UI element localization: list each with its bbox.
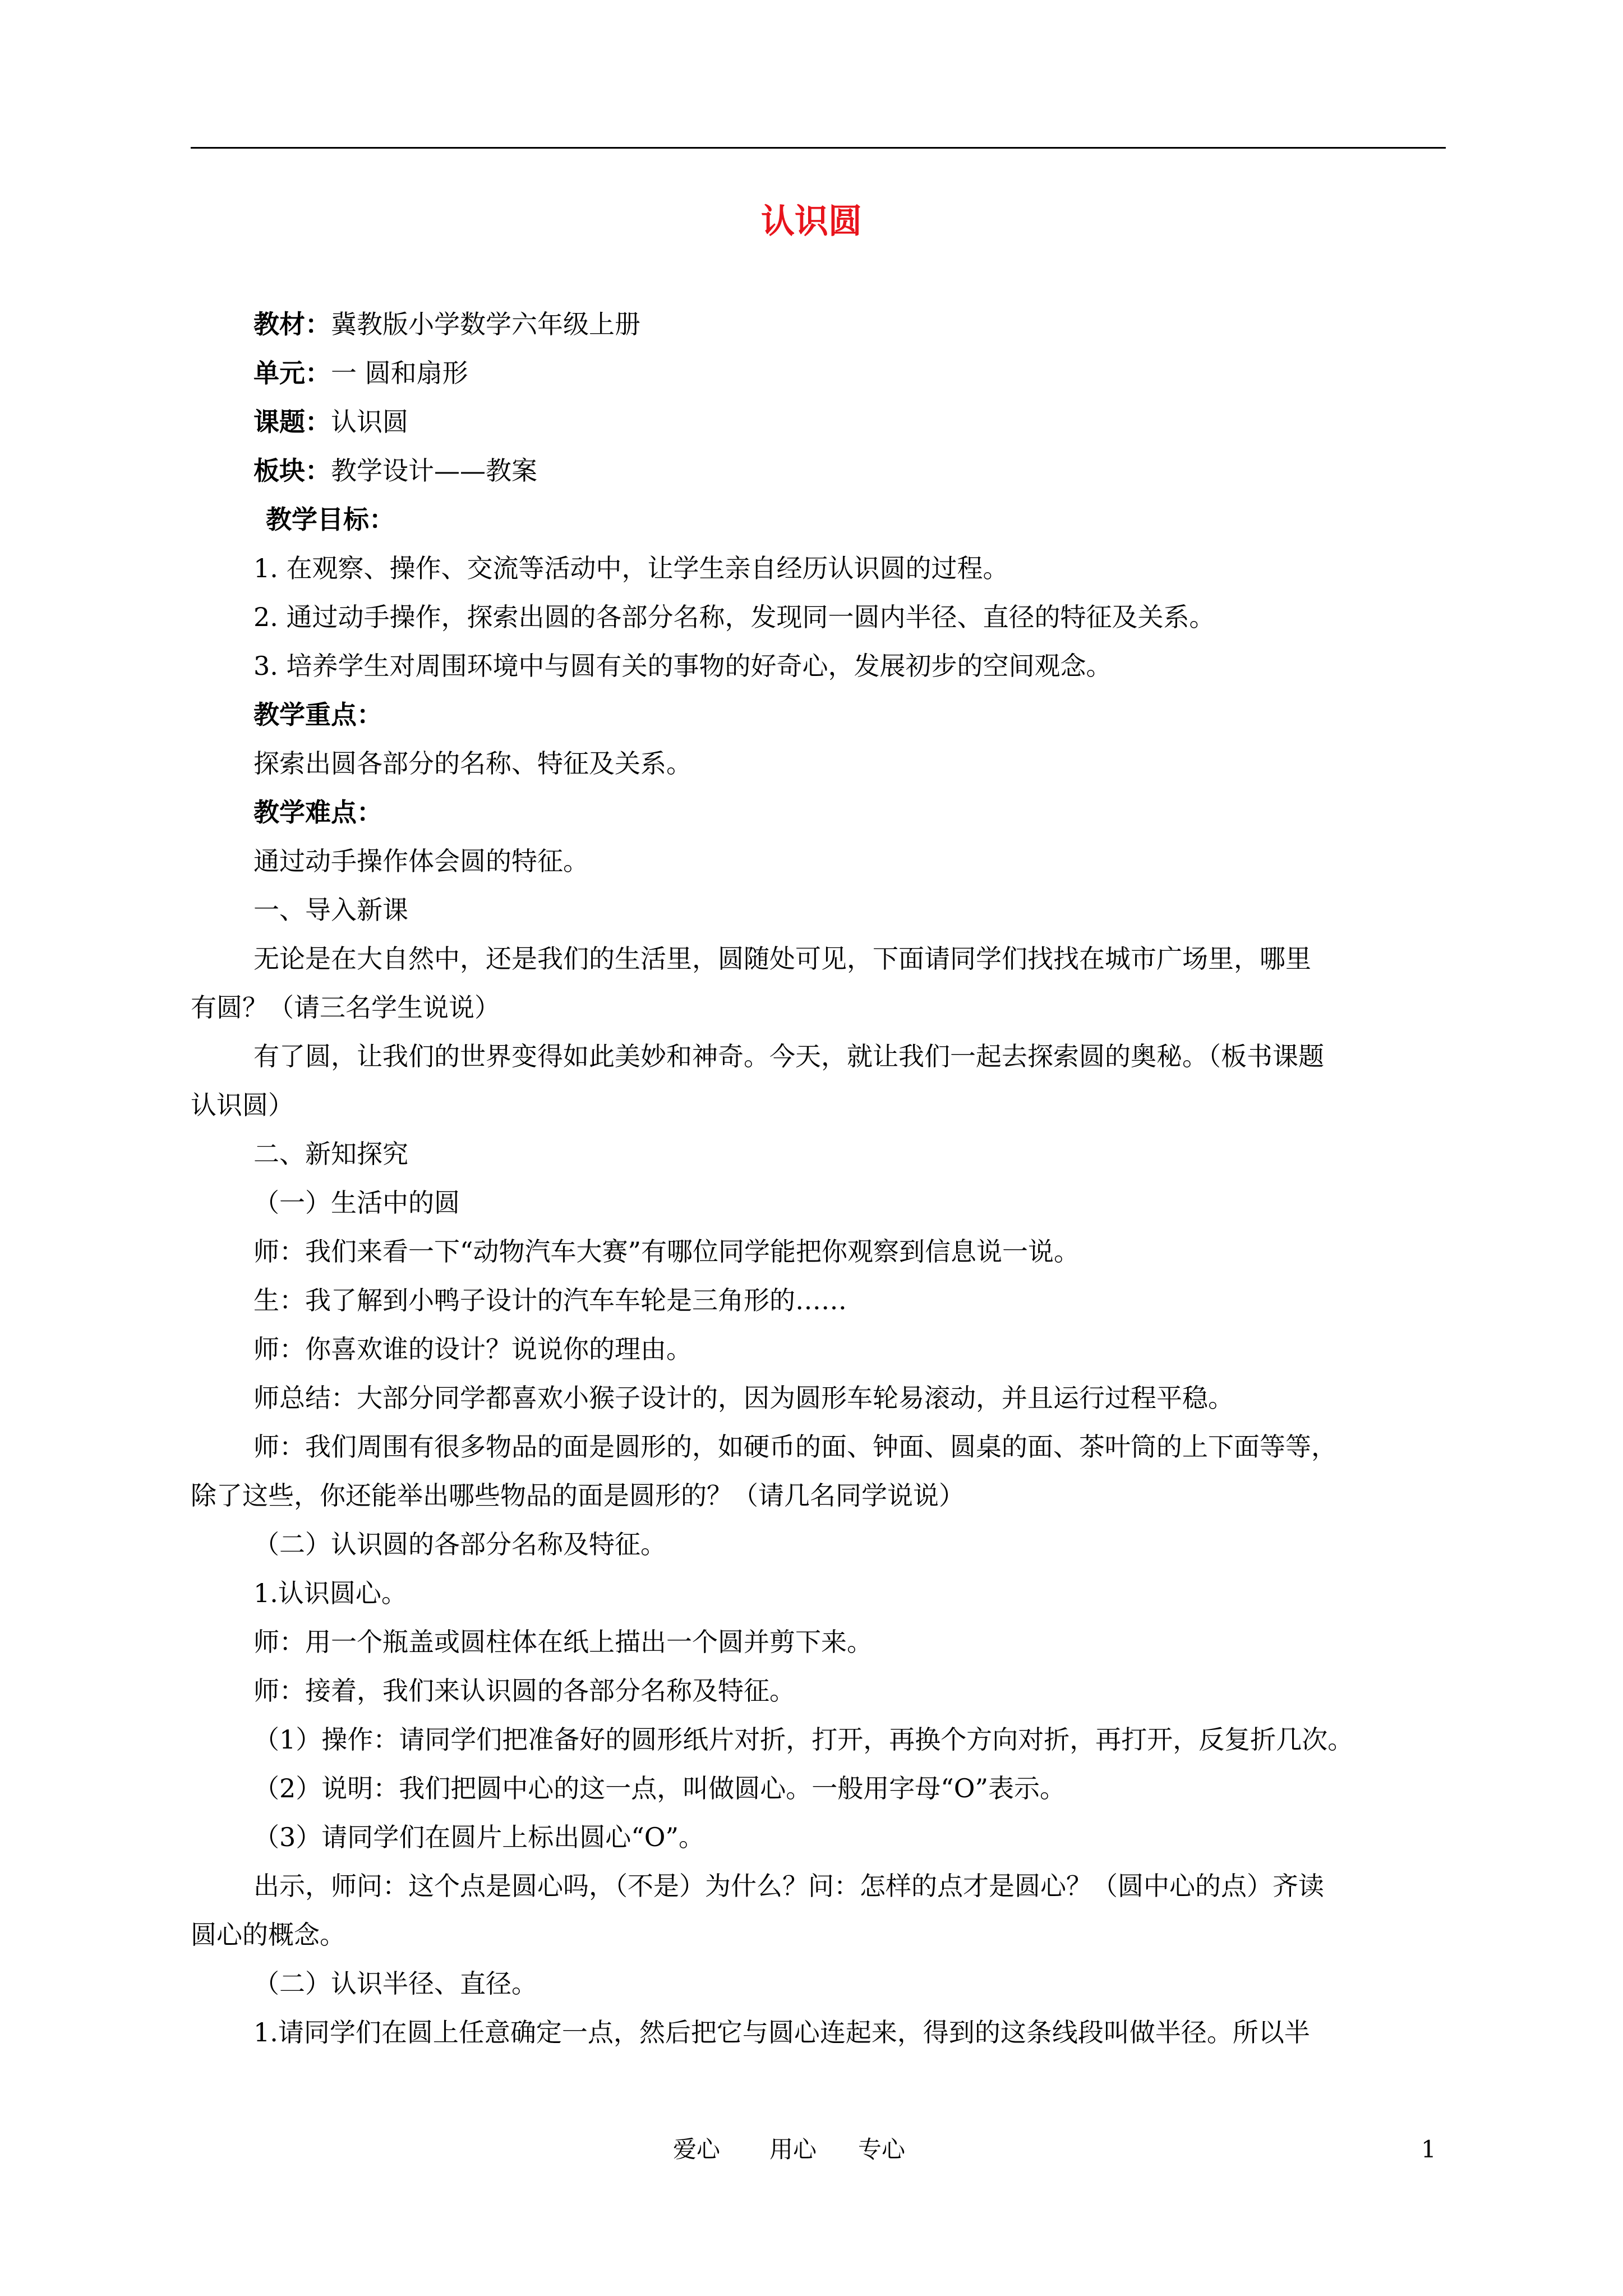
paragraph-line: 师：接着，我们来认识圆的各部分名称及特征。 [253, 1676, 795, 1706]
paragraph-line: 除了这些，你还能举出哪些物品的面是圆形的？（请几名同学说说） [191, 1480, 965, 1511]
meta-value: 一 圆和扇形 [331, 358, 468, 388]
key-point-heading: 教学重点： [253, 700, 382, 730]
meta-unit [253, 356, 468, 390]
meta-label: 教材： [253, 309, 331, 339]
objective-3: 3. 培养学生对周围环境中与圆有关的事物的好奇心，发展初步的空间观念。 [253, 651, 1112, 681]
paragraph-line: （3）请同学们在圆片上标出圆心“O”。 [253, 1822, 705, 1852]
meta-label: 板块： [253, 455, 331, 486]
meta-value: 教学设计——教案 [331, 455, 537, 486]
paragraph-line: 有圆？（请三名学生说说） [191, 992, 500, 1023]
page-number: 1 [1421, 2136, 1436, 2163]
meta-value: 认识圆 [331, 407, 408, 437]
objectives-heading: 教学目标： [266, 504, 395, 535]
paragraph-line: 师总结：大部分同学都喜欢小猴子设计的，因为圆形车轮易滚动，并且运行过程平稳。 [253, 1383, 1234, 1413]
paragraph-line: 师：你喜欢谁的设计？说说你的理由。 [253, 1334, 692, 1364]
meta-label: 单元： [253, 358, 331, 388]
page-title: 认识圆 [761, 202, 862, 241]
key-point: 探索出圆各部分的名称、特征及关系。 [253, 748, 692, 779]
paragraph-line: （2）说明：我们把圆中心的这一点，叫做圆心。一般用字母“O”表示。 [253, 1773, 1066, 1803]
section-heading-explore: 二、新知探究 [253, 1139, 408, 1169]
paragraph-line: 1.请同学们在圆上任意确定一点，然后把它与圆心连起来，得到的这条线段叫做半径。所以半 [253, 2017, 1310, 2047]
footer-motto-1: 爱心 [673, 2136, 721, 2163]
paragraph-line: （1）操作：请同学们把准备好的圆形纸片对折，打开，再换个方向对折，再打开，反复折几次。 [253, 1724, 1354, 1755]
footer-motto-2: 用心 [769, 2136, 817, 2163]
subsection-heading: （二）认识半径、直径。 [253, 1968, 537, 1999]
subsection-heading: （二）认识圆的各部分名称及特征。 [253, 1529, 666, 1559]
meta-value: 冀教版小学数学六年级上册 [331, 309, 640, 339]
paragraph-line: 圆心的概念。 [191, 1920, 345, 1950]
section-heading-intro: 一、导入新课 [253, 895, 408, 925]
paragraph-line: 师：用一个瓶盖或圆柱体在纸上描出一个圆并剪下来。 [253, 1627, 873, 1657]
paragraph-line: 认识圆） [191, 1090, 294, 1120]
difficulty: 通过动手操作体会圆的特征。 [253, 846, 589, 876]
meta-label: 课题： [253, 407, 331, 437]
meta-section [253, 454, 537, 487]
difficulty-heading: 教学难点： [253, 797, 382, 827]
paragraph-line: 师：我们周围有很多物品的面是圆形的，如硬币的面、钟面、圆桌的面、茶叶筒的上下面等等， [253, 1432, 1337, 1462]
paragraph-line: 出示，师问：这个点是圆心吗，（不是）为什么？问：怎样的点才是圆心？（圆中心的点）齐读 [253, 1871, 1324, 1901]
paragraph-line: 1.认识圆心。 [253, 1578, 407, 1608]
paragraph-line: 有了圆，让我们的世界变得如此美妙和神奇。今天，就让我们一起去探索圆的奥秘。（板书课题 [253, 1041, 1324, 1071]
meta-textbook [253, 307, 640, 341]
paragraph-line: 师：我们来看一下“动物汽车大赛”有哪位同学能把你观察到信息说一说。 [253, 1236, 1080, 1267]
meta-topic [253, 405, 408, 439]
paragraph-line: 生：我了解到小鸭子设计的汽车车轮是三角形的…… [253, 1285, 847, 1315]
objective-2: 2. 通过动手操作，探索出圆的各部分名称，发现同一圆内半径、直径的特征及关系。 [253, 602, 1215, 632]
subsection-heading: （一）生活中的圆 [253, 1188, 460, 1218]
header-rule [191, 147, 1446, 149]
footer-motto-3: 专心 [858, 2136, 906, 2163]
paragraph-line: 无论是在大自然中，还是我们的生活里，圆随处可见，下面请同学们找找在城市广场里，哪里 [253, 944, 1311, 974]
objective-1: 1. 在观察、操作、交流等活动中，让学生亲自经历认识圆的过程。 [253, 553, 1009, 583]
